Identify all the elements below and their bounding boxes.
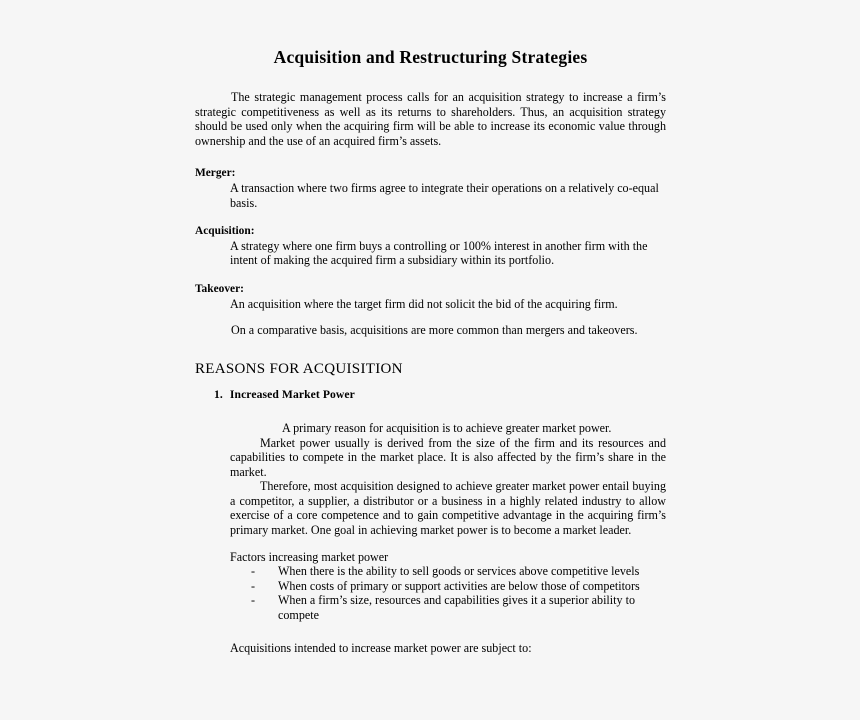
definition-body-acquisition: A strategy where one firm buys a controlling or 100% interest in another firm with the intent of making the acquired firm a subsidiary within its portfolio. — [230, 238, 648, 268]
bullet-dash-icon: - — [251, 578, 256, 593]
bullet-dash-icon: - — [251, 564, 256, 579]
factors-list — [230, 564, 666, 622]
list-item-text: When a firm’s size, resources and capabilities gives it a superior ability to compete — [278, 593, 635, 623]
definition-term-acquisition: Acquisition: — [195, 225, 255, 238]
numbered-item-marker: 1. — [214, 388, 223, 402]
list-item — [230, 579, 666, 594]
intro-paragraph: The strategic management process calls for an acquisition strategy to increase a firm’s strategic competitiveness as well as its returns to shareholders. Thus, an acquisition strategy should be used only when the acquiring firm will be able to increase its economic value through ownership and the use of an acquired firm’s assets. — [195, 90, 666, 148]
factors-label: Factors increasing market power — [230, 549, 389, 564]
definition-body-merger: A transaction where two firms agree to integrate their operations on a relatively co-equal basis. — [230, 180, 659, 210]
list-item — [230, 564, 666, 579]
spacer — [195, 338, 666, 362]
spacer — [195, 403, 666, 421]
numbered-item-1 — [214, 388, 666, 403]
numbered-item-label: Increased Market Power — [229, 388, 355, 402]
spacer — [195, 148, 666, 166]
definition-term-merger: Merger: — [195, 167, 236, 180]
spacer — [195, 376, 666, 388]
document-title: Acquisition and Restructuring Strategies — [273, 46, 588, 67]
definition-term-takeover: Takeover: — [195, 282, 244, 295]
closing-line: Acquisitions intended to increase market power are subject to: — [230, 640, 532, 655]
comparative-paragraph: On a comparative basis, acquisitions are more common than mergers and takeovers. — [231, 323, 638, 338]
market-power-block — [230, 421, 666, 538]
spacer — [195, 538, 666, 550]
list-item — [230, 593, 666, 622]
market-power-second-paragraph: Market power usually is derived from the size of the firm and its resources and capabilities to compete in the market place. It is also affected by the firm’s share in the market. — [230, 435, 666, 479]
spacer — [195, 311, 666, 323]
market-power-lead-paragraph: A primary reason for acquisition is to achieve greater market power. — [282, 420, 612, 435]
spacer — [195, 623, 666, 641]
list-item-text: When there is the ability to sell goods or services above competitive levels — [278, 564, 640, 579]
section-heading-reasons-for-acquisition: REASONS FOR ACQUISITION — [195, 360, 403, 377]
market-power-third-paragraph: Therefore, most acquisition designed to achieve greater market power entail buying a competitor, a supplier, a distributor or a business in a highly related industry to allow exercise of a core competence and to gain competitive advantage in the acquiring firm’s primary market. One goal in achieving market power is to become a market leader. — [230, 479, 666, 538]
document-body — [195, 90, 666, 655]
bullet-dash-icon: - — [251, 593, 256, 608]
list-item-text: When costs of primary or support activities are below those of competitors — [278, 578, 640, 593]
definition-body-takeover: An acquisition where the target firm did not solicit the bid of the acquiring firm. — [230, 296, 618, 311]
